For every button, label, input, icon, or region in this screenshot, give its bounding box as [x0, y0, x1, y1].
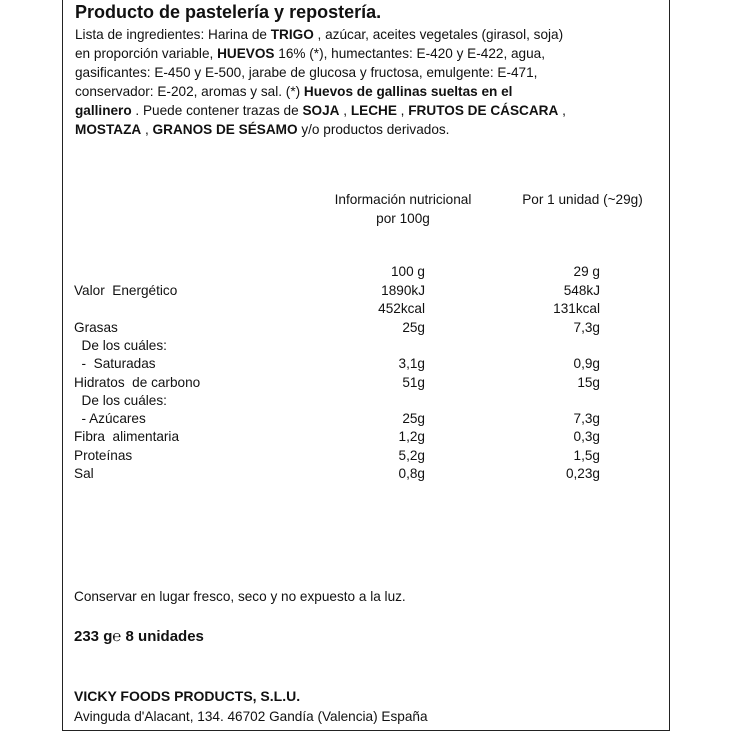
allergen-text: Huevos de gallinas sueltas en el: [303, 84, 513, 99]
company-name: VICKY FOODS PRODUCTS, S.L.U.: [74, 688, 301, 704]
ingredients-line: [75, 25, 665, 44]
nutrient-value-per-100g: 452kcal: [378, 301, 425, 316]
nutrition-header-line2: por 100g: [376, 211, 430, 226]
ingredient-text: ,: [141, 122, 153, 137]
nutrient-label: De los cuáles:: [74, 338, 167, 353]
nutrient-label: Fibra alimentaria: [74, 429, 180, 444]
ingredients-line: [75, 44, 665, 63]
nutrient-value-per-100g: 51g: [402, 375, 425, 390]
nutrient-value-per-unit: 548kJ: [563, 283, 600, 298]
nutrient-value-per-100g: 0,8g: [398, 466, 425, 481]
ingredient-text: . Puede contener trazas de: [131, 103, 303, 118]
ingredient-text: ,: [558, 103, 566, 118]
allergen-text: LECHE: [350, 103, 397, 118]
ingredient-text: conservador: E-202, aromas y sal. (*): [75, 84, 304, 99]
ingredient-text: ,: [339, 103, 351, 118]
company-address: Avinguda d'Alacant, 134. 46702 Gandía (Valencia) España: [74, 709, 428, 724]
ingredients-line: [75, 82, 665, 101]
ingredient-text: y/o productos derivados.: [297, 122, 450, 137]
nutrient-value-per-100g: 25g: [402, 411, 425, 426]
nutrient-label: Sal: [74, 466, 94, 481]
ingredient-text: gasificantes: E-450 y E-500, jarabe de glucosa y fructosa, emulgente: E-471,: [75, 65, 538, 80]
nutrient-value-per-100g: 5,2g: [398, 448, 425, 463]
nutrient-label: De los cuáles:: [74, 393, 167, 408]
storage-instructions: Conservar en lugar fresco, seco y no expuesto a la luz.: [74, 589, 406, 604]
nutrient-value-per-100g: 3,1g: [398, 356, 425, 371]
product-title: Producto de pastelería y repostería.: [75, 2, 382, 22]
allergen-text: TRIGO: [270, 27, 314, 42]
nutrient-value-per-unit: 0,23g: [565, 466, 600, 481]
nutrient-value-per-unit: 0,9g: [573, 356, 600, 371]
nutrient-value-per-unit: 0,3g: [573, 429, 600, 444]
nutrient-value-per-100g: 100 g: [390, 264, 425, 279]
nutrient-value-per-100g: 25g: [402, 320, 425, 335]
nutrient-value-per-unit: 1,5g: [573, 448, 600, 463]
allergen-text: FRUTOS DE CÁSCARA: [408, 103, 559, 118]
ingredient-text: 16% (*), humectantes: E-420 y E-422, agua,: [274, 46, 546, 61]
nutrient-label: Proteínas: [74, 448, 133, 463]
nutrition-header-line1: Información nutricional: [334, 192, 472, 207]
allergen-text: gallinero: [75, 103, 132, 118]
nutrient-value-per-100g: 1,2g: [398, 429, 425, 444]
nutrition-header-per-unit: Por 1 unidad (~29g): [522, 192, 643, 207]
nutrient-value-per-unit: 29 g: [573, 264, 600, 279]
nutrition-header-per-100g: [318, 190, 488, 228]
nutrient-value-per-unit: 15g: [577, 375, 600, 390]
nutrient-label: Grasas: [74, 320, 118, 335]
nutrient-value-per-100g: 1890kJ: [381, 283, 425, 298]
allergen-text: GRANOS DE SÉSAMO: [152, 122, 298, 137]
nutrient-value-per-unit: 7,3g: [573, 411, 600, 426]
ingredient-text: , azúcar, aceites vegetales (girasol, soja): [313, 27, 564, 42]
ingredients-line: [75, 120, 665, 139]
ingredients-line: [75, 63, 665, 82]
nutrient-label: Hidratos de carbono: [74, 375, 201, 390]
ingredient-text: ,: [396, 103, 409, 118]
ingredient-text: Lista de ingredientes: Harina de: [75, 27, 271, 42]
nutrient-label: - Azúcares: [74, 411, 146, 426]
nutrient-value-per-unit: 131kcal: [553, 301, 600, 316]
allergen-text: HUEVOS: [217, 46, 275, 61]
ingredients-list: [75, 25, 665, 139]
nutrient-value-per-unit: 7,3g: [573, 320, 600, 335]
allergen-text: MOSTAZA: [75, 122, 142, 137]
nutrient-label: Valor Energético: [74, 283, 178, 298]
ingredient-text: en proporción variable,: [75, 46, 218, 61]
allergen-text: SOJA: [302, 103, 340, 118]
ingredients-line: [75, 101, 665, 120]
net-weight: 233 g℮ 8 unidades: [74, 628, 204, 645]
nutrient-label: - Saturadas: [74, 356, 156, 371]
